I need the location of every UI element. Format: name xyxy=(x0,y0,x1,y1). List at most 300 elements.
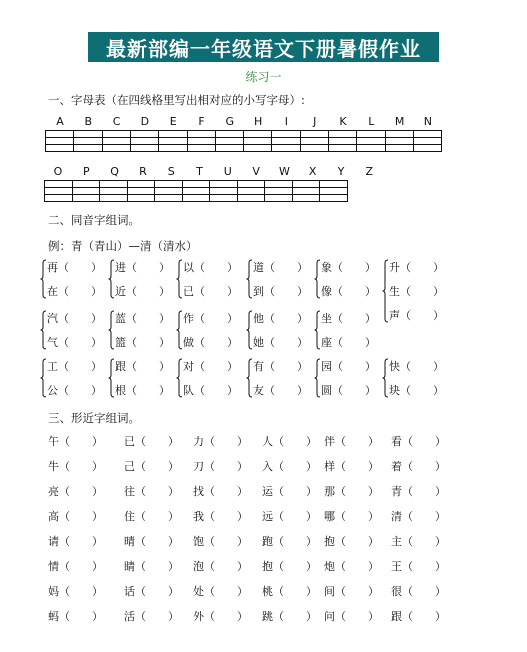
alphabet-letter: C xyxy=(112,115,121,128)
homophone-character: 进 xyxy=(115,261,126,274)
homophone-item[interactable] xyxy=(115,259,170,275)
alphabet-letter: I xyxy=(284,115,289,128)
answer-blank[interactable]: （ ） xyxy=(335,460,379,473)
word-entry[interactable] xyxy=(324,458,379,474)
alphabet-letter: P xyxy=(82,165,90,178)
homophone-item[interactable] xyxy=(321,334,376,350)
answer-blank[interactable]: （ ） xyxy=(400,384,444,397)
answer-blank[interactable]: （ ） xyxy=(273,510,317,523)
homophone-character: 公 xyxy=(47,384,58,397)
word-entry[interactable] xyxy=(48,433,103,449)
answer-blank[interactable]: （ ） xyxy=(264,336,308,349)
word-entry[interactable] xyxy=(124,608,179,624)
homophone-item[interactable] xyxy=(183,259,238,275)
answer-blank[interactable]: （ ） xyxy=(135,485,179,498)
similar-character: 入 xyxy=(262,460,273,473)
brace-icon xyxy=(382,358,389,398)
answer-blank[interactable]: （ ） xyxy=(402,610,446,623)
similar-character: 那 xyxy=(324,485,335,498)
homophone-group xyxy=(246,310,310,350)
word-entry[interactable] xyxy=(324,533,379,549)
homophone-character: 圆 xyxy=(321,384,332,397)
grid-cell-divider xyxy=(73,130,74,152)
homophone-character: 跟 xyxy=(115,360,126,373)
similar-character: 情 xyxy=(48,560,59,573)
word-entry[interactable] xyxy=(48,458,103,474)
answer-blank[interactable]: （ ） xyxy=(273,610,317,623)
word-entry[interactable] xyxy=(48,533,103,549)
homophone-character: 篮 xyxy=(115,336,126,349)
answer-blank[interactable]: （ ） xyxy=(59,460,103,473)
answer-blank[interactable]: （ ） xyxy=(58,312,102,325)
answer-blank[interactable]: （ ） xyxy=(332,312,376,325)
grid-cell-divider xyxy=(182,180,183,202)
answer-blank[interactable]: （ ） xyxy=(126,384,170,397)
answer-blank[interactable]: （ ） xyxy=(135,585,179,598)
homophone-item[interactable] xyxy=(183,382,238,398)
word-entry[interactable] xyxy=(324,558,379,574)
answer-blank[interactable]: （ ） xyxy=(273,535,317,548)
alphabet-letter: N xyxy=(423,115,432,128)
similar-character: 抱 xyxy=(324,535,335,548)
similar-character: 青 xyxy=(391,485,402,498)
homophone-item[interactable] xyxy=(47,382,102,398)
brace-icon xyxy=(314,358,321,398)
word-entry[interactable] xyxy=(391,533,446,549)
homophone-character: 升 xyxy=(389,261,400,274)
homophone-group xyxy=(176,358,240,398)
homophone-character: 在 xyxy=(47,285,58,298)
word-entry[interactable] xyxy=(48,583,103,599)
answer-blank[interactable]: （ ） xyxy=(58,285,102,298)
homophone-group xyxy=(108,259,172,299)
answer-blank[interactable]: （ ） xyxy=(194,312,238,325)
similar-character: 蚂 xyxy=(48,610,59,623)
homophone-item[interactable] xyxy=(183,283,238,299)
word-entry[interactable] xyxy=(324,483,379,499)
answer-blank[interactable]: （ ） xyxy=(58,384,102,397)
answer-blank[interactable]: （ ） xyxy=(335,610,379,623)
similar-character: 很 xyxy=(391,585,402,598)
similar-character: 刀 xyxy=(193,460,204,473)
word-entry[interactable] xyxy=(193,608,248,624)
answer-blank[interactable]: （ ） xyxy=(335,585,379,598)
answer-blank[interactable]: （ ） xyxy=(332,261,376,274)
homophone-character: 根 xyxy=(115,384,126,397)
homophone-item[interactable] xyxy=(115,283,170,299)
homophone-item[interactable] xyxy=(47,358,102,374)
homophone-item[interactable] xyxy=(47,334,102,350)
similar-character: 桃 xyxy=(262,585,273,598)
word-entry[interactable] xyxy=(391,583,446,599)
homophone-item[interactable] xyxy=(253,259,308,275)
word-entry[interactable] xyxy=(324,508,379,524)
homophone-item[interactable] xyxy=(321,310,376,326)
homophone-character: 像 xyxy=(321,285,332,298)
brace-icon xyxy=(246,310,253,350)
homophone-group xyxy=(40,358,104,398)
word-entry[interactable] xyxy=(193,458,248,474)
answer-blank[interactable]: （ ） xyxy=(59,485,103,498)
answer-blank[interactable]: （ ） xyxy=(59,510,103,523)
grid-cell-divider xyxy=(127,180,128,202)
word-entry[interactable] xyxy=(262,533,317,549)
similar-character: 饱 xyxy=(193,535,204,548)
section2-heading: 二、同音字组词。 xyxy=(48,213,140,227)
answer-blank[interactable]: （ ） xyxy=(402,510,446,523)
word-entry[interactable] xyxy=(324,433,379,449)
word-entry[interactable] xyxy=(193,483,248,499)
grid-cell-divider xyxy=(187,130,188,152)
homophone-item[interactable] xyxy=(389,382,444,398)
word-entry[interactable] xyxy=(262,558,317,574)
answer-blank[interactable]: （ ） xyxy=(135,560,179,573)
answer-blank[interactable]: （ ） xyxy=(332,360,376,373)
homophone-item[interactable] xyxy=(389,307,444,323)
answer-blank[interactable]: （ ） xyxy=(264,384,308,397)
alphabet-letter: F xyxy=(198,115,205,128)
answer-blank[interactable]: （ ） xyxy=(135,610,179,623)
homophone-item[interactable] xyxy=(253,283,308,299)
answer-blank[interactable]: （ ） xyxy=(194,360,238,373)
similar-character: 力 xyxy=(193,435,204,448)
homophone-item[interactable] xyxy=(389,259,444,275)
answer-blank[interactable]: （ ） xyxy=(126,336,170,349)
word-entry[interactable] xyxy=(124,458,179,474)
homophone-character: 坐 xyxy=(321,312,332,325)
answer-blank[interactable]: （ ） xyxy=(204,435,248,448)
homophone-item[interactable] xyxy=(115,310,170,326)
answer-blank[interactable]: （ ） xyxy=(400,360,444,373)
similar-character: 跟 xyxy=(391,610,402,623)
alphabet-letter: D xyxy=(140,115,150,128)
grid-cell-divider xyxy=(209,180,210,202)
answer-blank[interactable]: （ ） xyxy=(264,285,308,298)
similar-character: 主 xyxy=(391,535,402,548)
word-entry[interactable] xyxy=(391,483,446,499)
word-entry[interactable] xyxy=(124,508,179,524)
similar-character: 伴 xyxy=(324,435,335,448)
homophone-character: 队 xyxy=(183,384,194,397)
grid-cell-divider xyxy=(243,130,244,152)
word-entry[interactable] xyxy=(262,508,317,524)
grid-cell-divider xyxy=(264,180,265,202)
grid-cell-divider xyxy=(347,180,348,202)
homophone-item[interactable] xyxy=(115,334,170,350)
answer-blank[interactable]: （ ） xyxy=(59,610,103,623)
grid-cell-divider xyxy=(328,130,329,152)
word-entry[interactable] xyxy=(48,608,103,624)
alphabet-letter: X xyxy=(308,165,317,178)
word-entry[interactable] xyxy=(193,533,248,549)
alphabet-letter: S xyxy=(167,165,175,178)
answer-blank[interactable]: （ ） xyxy=(402,460,446,473)
answer-blank[interactable]: （ ） xyxy=(126,312,170,325)
section1-heading: 一、字母表（在四线格里写出相对应的小写字母）: xyxy=(48,93,305,107)
answer-blank[interactable]: （ ） xyxy=(402,485,446,498)
homophone-character: 到 xyxy=(253,285,264,298)
alphabet-letter: Y xyxy=(337,165,345,178)
answer-blank[interactable]: （ ） xyxy=(135,510,179,523)
homophone-character: 友 xyxy=(253,384,264,397)
similar-character: 看 xyxy=(391,435,402,448)
homophone-character: 他 xyxy=(253,312,264,325)
answer-blank[interactable]: （ ） xyxy=(135,460,179,473)
similar-character: 请 xyxy=(48,535,59,548)
answer-blank[interactable]: （ ） xyxy=(204,460,248,473)
answer-blank[interactable]: （ ） xyxy=(58,261,102,274)
answer-blank[interactable]: （ ） xyxy=(59,585,103,598)
homophone-item[interactable] xyxy=(115,382,170,398)
word-entry[interactable] xyxy=(48,558,103,574)
answer-blank[interactable]: （ ） xyxy=(335,435,379,448)
grid-cell-divider xyxy=(44,180,45,202)
alphabet-letter: A xyxy=(56,115,64,128)
answer-blank[interactable]: （ ） xyxy=(126,285,170,298)
grid-cell-divider xyxy=(300,130,301,152)
homophone-item[interactable] xyxy=(253,382,308,398)
homophone-group xyxy=(314,310,378,350)
word-entry[interactable] xyxy=(262,583,317,599)
answer-blank[interactable]: （ ） xyxy=(273,585,317,598)
word-entry[interactable] xyxy=(193,558,248,574)
brace-icon xyxy=(40,310,47,350)
word-entry[interactable] xyxy=(193,433,248,449)
grid-cell-divider xyxy=(72,180,73,202)
similar-character: 话 xyxy=(124,585,135,598)
similar-character: 高 xyxy=(48,510,59,523)
brace-icon xyxy=(108,358,115,398)
word-entry[interactable] xyxy=(48,508,103,524)
similar-character: 已 xyxy=(124,435,135,448)
brace-icon xyxy=(176,310,183,350)
grid-cell-divider xyxy=(99,180,100,202)
homophone-item[interactable] xyxy=(183,310,238,326)
answer-blank[interactable]: （ ） xyxy=(264,312,308,325)
answer-blank[interactable]: （ ） xyxy=(273,485,317,498)
similar-character: 午 xyxy=(48,435,59,448)
grid-cell-divider xyxy=(385,130,386,152)
brace-icon xyxy=(176,259,183,299)
homophone-item[interactable] xyxy=(321,382,376,398)
answer-blank[interactable]: （ ） xyxy=(135,435,179,448)
similar-character: 往 xyxy=(124,485,135,498)
similar-character: 抱 xyxy=(262,560,273,573)
section3-heading: 三、形近字组词。 xyxy=(48,411,140,425)
similar-character: 着 xyxy=(391,460,402,473)
answer-blank[interactable]: （ ） xyxy=(402,435,446,448)
similar-character: 找 xyxy=(193,485,204,498)
similar-character: 亮 xyxy=(48,485,59,498)
answer-blank[interactable]: （ ） xyxy=(400,285,444,298)
word-entry[interactable] xyxy=(124,483,179,499)
answer-blank[interactable]: （ ） xyxy=(332,384,376,397)
alphabet-letter: E xyxy=(169,115,177,128)
word-entry[interactable] xyxy=(124,558,179,574)
similar-character: 远 xyxy=(262,510,273,523)
word-entry[interactable] xyxy=(262,458,317,474)
homophone-character: 以 xyxy=(183,261,194,274)
homophone-item[interactable] xyxy=(321,358,376,374)
answer-blank[interactable]: （ ） xyxy=(204,560,248,573)
answer-blank[interactable]: （ ） xyxy=(194,384,238,397)
answer-blank[interactable]: （ ） xyxy=(204,485,248,498)
answer-blank[interactable]: （ ） xyxy=(264,261,308,274)
title-banner xyxy=(88,32,439,62)
homophone-character: 声 xyxy=(389,309,400,322)
answer-blank[interactable]: （ ） xyxy=(400,261,444,274)
homophone-character: 已 xyxy=(183,285,194,298)
answer-blank[interactable]: （ ） xyxy=(273,435,317,448)
alphabet-letter: H xyxy=(253,115,263,128)
similar-character: 活 xyxy=(124,610,135,623)
alphabet-letter: K xyxy=(339,115,347,128)
answer-blank[interactable]: （ ） xyxy=(400,309,444,322)
answer-blank[interactable]: （ ） xyxy=(264,360,308,373)
similar-character: 炮 xyxy=(324,560,335,573)
answer-blank[interactable]: （ ） xyxy=(273,560,317,573)
brace-icon xyxy=(108,259,115,299)
similar-character: 处 xyxy=(193,585,204,598)
homophone-group xyxy=(382,259,446,323)
alphabet-letter: J xyxy=(313,115,317,128)
alphabet-letter: Q xyxy=(110,165,119,178)
similar-character: 问 xyxy=(324,610,335,623)
word-entry[interactable] xyxy=(324,608,379,624)
word-entry[interactable] xyxy=(124,433,179,449)
word-entry[interactable] xyxy=(391,508,446,524)
answer-blank[interactable]: （ ） xyxy=(335,485,379,498)
grid-cell-divider xyxy=(102,130,103,152)
homophone-item[interactable] xyxy=(183,358,238,374)
word-entry[interactable] xyxy=(193,583,248,599)
word-entry[interactable] xyxy=(262,608,317,624)
homophone-item[interactable] xyxy=(47,283,102,299)
similar-character: 晴 xyxy=(124,535,135,548)
grid-cell-divider xyxy=(45,130,46,152)
homophone-item[interactable] xyxy=(115,358,170,374)
word-entry[interactable] xyxy=(124,583,179,599)
homophone-item[interactable] xyxy=(47,310,102,326)
similar-character: 王 xyxy=(391,560,402,573)
alphabet-letter: U xyxy=(223,165,232,178)
similar-character: 泡 xyxy=(193,560,204,573)
homophone-character: 座 xyxy=(321,336,332,349)
homophone-character: 蓝 xyxy=(115,312,126,325)
grid-cell-divider xyxy=(158,130,159,152)
answer-blank[interactable]: （ ） xyxy=(59,560,103,573)
brace-icon xyxy=(176,358,183,398)
word-entry[interactable] xyxy=(193,508,248,524)
homophone-item[interactable] xyxy=(389,358,444,374)
answer-blank[interactable]: （ ） xyxy=(59,535,103,548)
homophone-item[interactable] xyxy=(253,310,308,326)
answer-blank[interactable]: （ ） xyxy=(58,360,102,373)
alphabet-letter: R xyxy=(139,165,147,178)
homophone-character: 道 xyxy=(253,261,264,274)
grid-line xyxy=(44,194,348,195)
brace-icon xyxy=(108,310,115,350)
homophone-item[interactable] xyxy=(321,259,376,275)
similar-character: 跳 xyxy=(262,610,273,623)
brace-icon xyxy=(382,259,389,323)
answer-blank[interactable]: （ ） xyxy=(332,336,376,349)
word-entry[interactable] xyxy=(124,533,179,549)
homophone-character: 汽 xyxy=(47,312,58,325)
homophone-group xyxy=(40,259,104,299)
homophone-item[interactable] xyxy=(253,358,308,374)
homophone-group xyxy=(314,358,378,398)
answer-blank[interactable]: （ ） xyxy=(335,560,379,573)
answer-blank[interactable]: （ ） xyxy=(204,585,248,598)
answer-blank[interactable]: （ ） xyxy=(402,585,446,598)
answer-blank[interactable]: （ ） xyxy=(332,285,376,298)
answer-blank[interactable]: （ ） xyxy=(204,510,248,523)
answer-blank[interactable]: （ ） xyxy=(126,360,170,373)
similar-character: 人 xyxy=(262,435,273,448)
answer-blank[interactable]: （ ） xyxy=(126,261,170,274)
answer-blank[interactable]: （ ） xyxy=(135,535,179,548)
homophone-item[interactable] xyxy=(321,283,376,299)
answer-blank[interactable]: （ ） xyxy=(194,336,238,349)
alphabet-letter: V xyxy=(252,165,260,178)
answer-blank[interactable]: （ ） xyxy=(273,460,317,473)
homophone-item[interactable] xyxy=(183,334,238,350)
homophone-group xyxy=(176,310,240,350)
grid-cell-divider xyxy=(292,180,293,202)
similar-character: 睛 xyxy=(124,560,135,573)
similar-character: 间 xyxy=(324,585,335,598)
grid-cell-divider xyxy=(130,130,131,152)
similar-character: 己 xyxy=(124,460,135,473)
word-entry[interactable] xyxy=(324,583,379,599)
answer-blank[interactable]: （ ） xyxy=(194,261,238,274)
word-entry[interactable] xyxy=(391,608,446,624)
homophone-group xyxy=(246,358,310,398)
answer-blank[interactable]: （ ） xyxy=(335,535,379,548)
answer-blank[interactable]: （ ） xyxy=(194,285,238,298)
answer-blank[interactable]: （ ） xyxy=(59,435,103,448)
grid-line xyxy=(44,187,348,188)
answer-blank[interactable]: （ ） xyxy=(204,535,248,548)
similar-character: 哪 xyxy=(324,510,335,523)
answer-blank[interactable]: （ ） xyxy=(402,535,446,548)
homophone-character: 对 xyxy=(183,360,194,373)
word-entry[interactable] xyxy=(391,558,446,574)
alphabet-letter: W xyxy=(278,165,290,178)
word-entry[interactable] xyxy=(262,433,317,449)
alphabet-letter: Z xyxy=(365,165,374,178)
word-entry[interactable] xyxy=(262,483,317,499)
answer-blank[interactable]: （ ） xyxy=(58,336,102,349)
alphabet-letter: O xyxy=(53,165,63,178)
homophone-item[interactable] xyxy=(389,283,444,299)
brace-icon xyxy=(40,358,47,398)
similar-character: 我 xyxy=(193,510,204,523)
homophone-item[interactable] xyxy=(47,259,102,275)
word-entry[interactable] xyxy=(391,433,446,449)
answer-blank[interactable]: （ ） xyxy=(402,560,446,573)
answer-blank[interactable]: （ ） xyxy=(204,610,248,623)
homophone-group xyxy=(108,310,172,350)
word-entry[interactable] xyxy=(48,483,103,499)
grid-cell-divider xyxy=(154,180,155,202)
homophone-item[interactable] xyxy=(253,334,308,350)
answer-blank[interactable]: （ ） xyxy=(335,510,379,523)
alphabet-letter: T xyxy=(196,165,203,178)
grid-cell-divider xyxy=(441,130,442,152)
word-entry[interactable] xyxy=(391,458,446,474)
